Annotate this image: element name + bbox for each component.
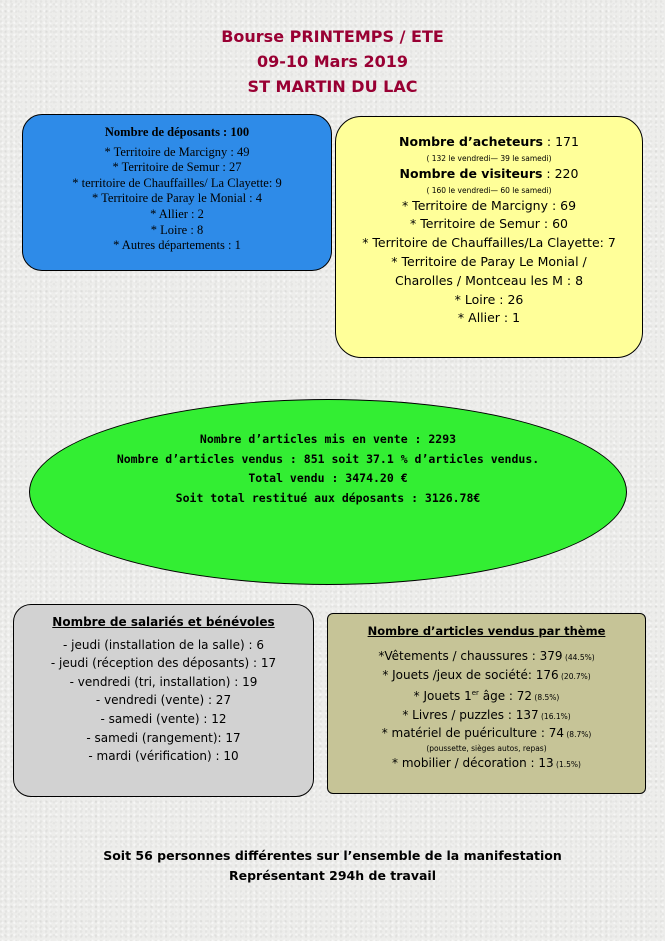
theme-puericulture [328,725,645,743]
deposants-box [22,114,332,271]
visiteurs-label: Nombre de visiteurs [399,165,543,181]
visiteurs-value: : 220 [542,165,579,181]
footer-hours: Représentant 294h de travail [229,867,436,883]
theme-jouets1-pct: (8.5%) [532,693,560,703]
salaries-item: - jeudi (réception des déposants) : 17 [50,656,277,671]
theme-vetements [328,648,645,666]
visiteurs-detail: ( 160 le vendredi— 60 le samedi) [426,185,552,195]
acheteurs-count [336,133,642,152]
theme-jouets-label: * Jouets /jeux de société: 176 [382,667,559,682]
themes-title: Nombre d’articles vendus par thème [367,624,606,638]
salaries-title: Nombre de salariés et bénévoles [52,615,275,629]
articles-oval [29,399,627,585]
salaries-item: - samedi (rangement): 17 [86,730,241,745]
deposants-title: Nombre de déposants : 100 [104,125,250,139]
theme-jouets-1er-age [328,685,645,706]
theme-livres-label: * Livres / puzzles : 137 [402,707,539,722]
acheteurs-item: * Loire : 26 [454,291,524,307]
deposants-item: * territoire de Chauffailles/ La Clayette: 9 [72,175,282,190]
acheteurs-value: : 171 [542,134,579,149]
theme-puericulture-detail: (poussette, sièges autos, repas) [426,744,547,754]
header-location: ST MARTIN DU LAC [247,77,418,96]
deposants-item: * Loire : 8 [150,222,204,237]
header-title: Bourse PRINTEMPS / ETE [221,27,444,46]
acheteurs-item: * Territoire de Chauffailles/La Clayette: 7 [362,235,616,251]
theme-jouets-pct: (20.7%) [558,671,591,681]
articles-line: Soit total restitué aux déposants : 3126.78€ [175,490,481,505]
theme-puericulture-label: * matériel de puériculture : 74 [381,726,564,741]
theme-jouets1-sup: er [471,689,479,698]
deposants-item: * Autres départements : 1 [113,238,241,253]
theme-mobilier-pct: (1.5%) [553,760,581,770]
salaries-item: - samedi (vente) : 12 [100,711,227,726]
deposants-item: * Territoire de Paray le Monial : 4 [91,191,263,206]
articles-line: Total vendu : 3474.20 € [248,471,408,485]
acheteurs-item: * Territoire de Paray Le Monial / [391,253,587,269]
theme-vetements-label: *Vêtements / chaussures : 379 [378,649,563,664]
salaries-box [13,604,314,797]
header-dates: 09-10 Mars 2019 [257,52,408,71]
footer [0,846,665,885]
salaries-item: - mardi (vérification) : 10 [88,749,239,764]
acheteurs-item: Charolles / Montceau les M : 8 [394,272,584,288]
articles-line: Nombre d’articles vendus : 851 soit 37.1 % d’articles vendus. [116,451,540,466]
acheteurs-detail: ( 132 le vendredi— 39 le samedi) [426,153,552,163]
acheteurs-item: * Territoire de Marcigny : 69 [401,197,577,213]
themes-box [327,613,646,794]
theme-jouets1-label: * Jouets 1 [413,689,472,704]
theme-puericulture-pct: (8.7%) [563,730,592,740]
theme-livres [328,707,645,725]
deposants-item: * Territoire de Marcigny : 49 [104,144,250,159]
theme-mobilier [328,755,645,773]
acheteurs-label: Nombre d’acheteurs [399,134,543,149]
salaries-item: - vendredi (vente) : 27 [95,693,232,708]
visiteurs-count [336,165,642,184]
acheteurs-item: * Allier : 1 [457,310,521,326]
deposants-item: * Allier : 2 [150,206,204,221]
theme-jouets1-value: âge : 72 [478,689,533,704]
theme-livres-pct: (16.1%) [538,711,571,721]
articles-line: Nombre d’articles mis en vente : 2293 [199,432,457,446]
acheteurs-item: * Territoire de Semur : 60 [409,216,569,232]
theme-jouets [328,667,645,685]
acheteurs-box [335,116,643,358]
header [0,24,665,99]
theme-vetements-pct: (44.5%) [562,653,595,663]
salaries-item: - jeudi (installation de la salle) : 6 [63,637,264,652]
theme-mobilier-label: * mobilier / décoration : 13 [392,756,554,771]
footer-persons: Soit 56 personnes différentes sur l’ensemble de la manifestation [103,848,562,863]
deposants-item: * Territoire de Semur : 27 [112,160,242,175]
salaries-item: - vendredi (tri, installation) : 19 [69,674,258,689]
